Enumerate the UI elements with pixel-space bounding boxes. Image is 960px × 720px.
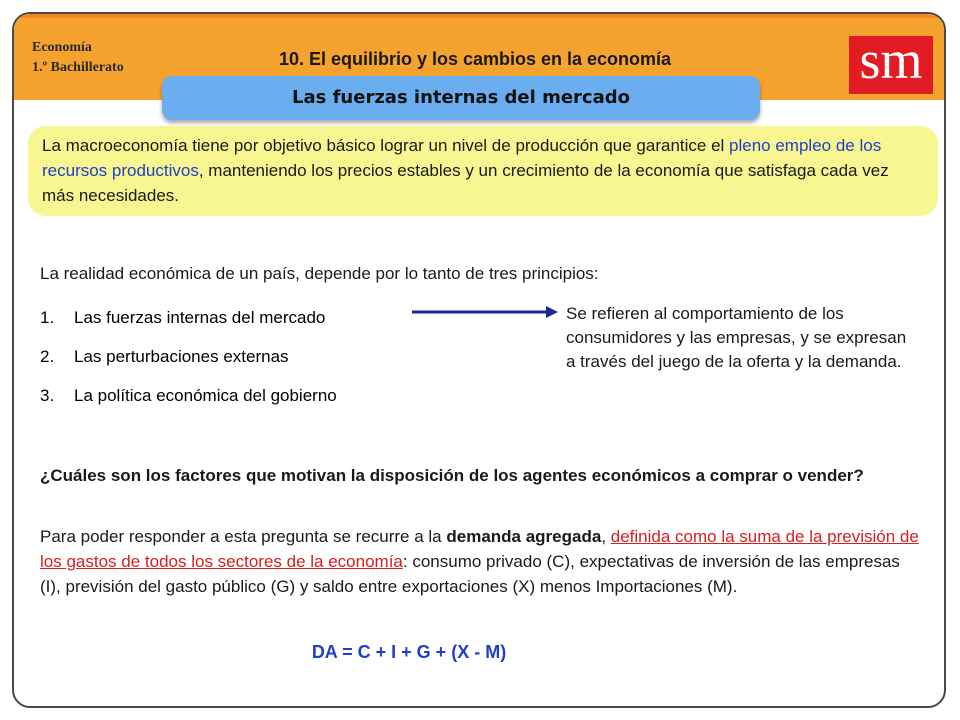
intro-highlight: pleno empleo de los recursos productivos [42, 136, 882, 180]
answer-bold-term: demanda agregada [446, 527, 602, 546]
publisher-logo [849, 30, 933, 94]
principle-explanation: Se refieren al comportamiento de los consumidores y las empresas, y se expresan a través del juego de la oferta y la demanda. [566, 304, 907, 371]
unit-title: 10. El equilibrio y los cambios en la economía [278, 49, 672, 69]
list-item-label: La política económica del gobierno [74, 386, 337, 405]
list-item [40, 376, 337, 415]
principles-intro: La realidad económica de un país, depende por lo tanto de tres principios: [40, 264, 599, 283]
intro-text-end: , manteniendo los precios estables y un crecimiento de la economía que satisfaga cada vez más necesidades. [42, 161, 889, 205]
arrow-right-icon [410, 302, 560, 322]
slide-frame [12, 12, 946, 708]
header-top-line [14, 14, 944, 18]
list-item-number: 2. [40, 347, 55, 366]
answer-text-end: : consumo privado (C), expectativas de inversión de las empresas (I), previsión del gasto público (G) y saldo entre exportaciones (X) menos Importaciones (M). [40, 552, 900, 596]
intro-box [28, 126, 938, 216]
list-item [40, 337, 337, 376]
subject-name: Economía [32, 40, 92, 55]
subject-course: 1.º Bachillerato [32, 60, 124, 75]
list-item [40, 298, 337, 337]
question-text: ¿Cuáles son los factores que motivan la disposición de los agentes económicos a comprar o vender? [40, 466, 864, 485]
list-item-label: Las fuerzas internas del mercado [74, 308, 326, 327]
section-title: Las fuerzas internas del mercado [162, 76, 760, 120]
list-item-number: 1. [40, 308, 55, 327]
principles-list [40, 298, 337, 415]
aggregate-demand-formula: DA = C + I + G + (X - M) [311, 642, 507, 662]
list-item-label: Las perturbaciones externas [74, 347, 289, 366]
intro-text-start: La macroeconomía tiene por objetivo básico lograr un nivel de producción que garantice el [42, 136, 730, 155]
answer-definition: definida como la suma de la previsión de los gastos de todos los sectores de la economía [40, 527, 919, 571]
logo-text: sm [859, 30, 923, 90]
list-item-number: 3. [40, 386, 55, 405]
answer-paragraph [40, 524, 924, 599]
subject-label [32, 38, 124, 78]
answer-text-comma: , [601, 527, 611, 546]
answer-text-start: Para poder responder a esta pregunta se recurre a la [40, 527, 447, 546]
